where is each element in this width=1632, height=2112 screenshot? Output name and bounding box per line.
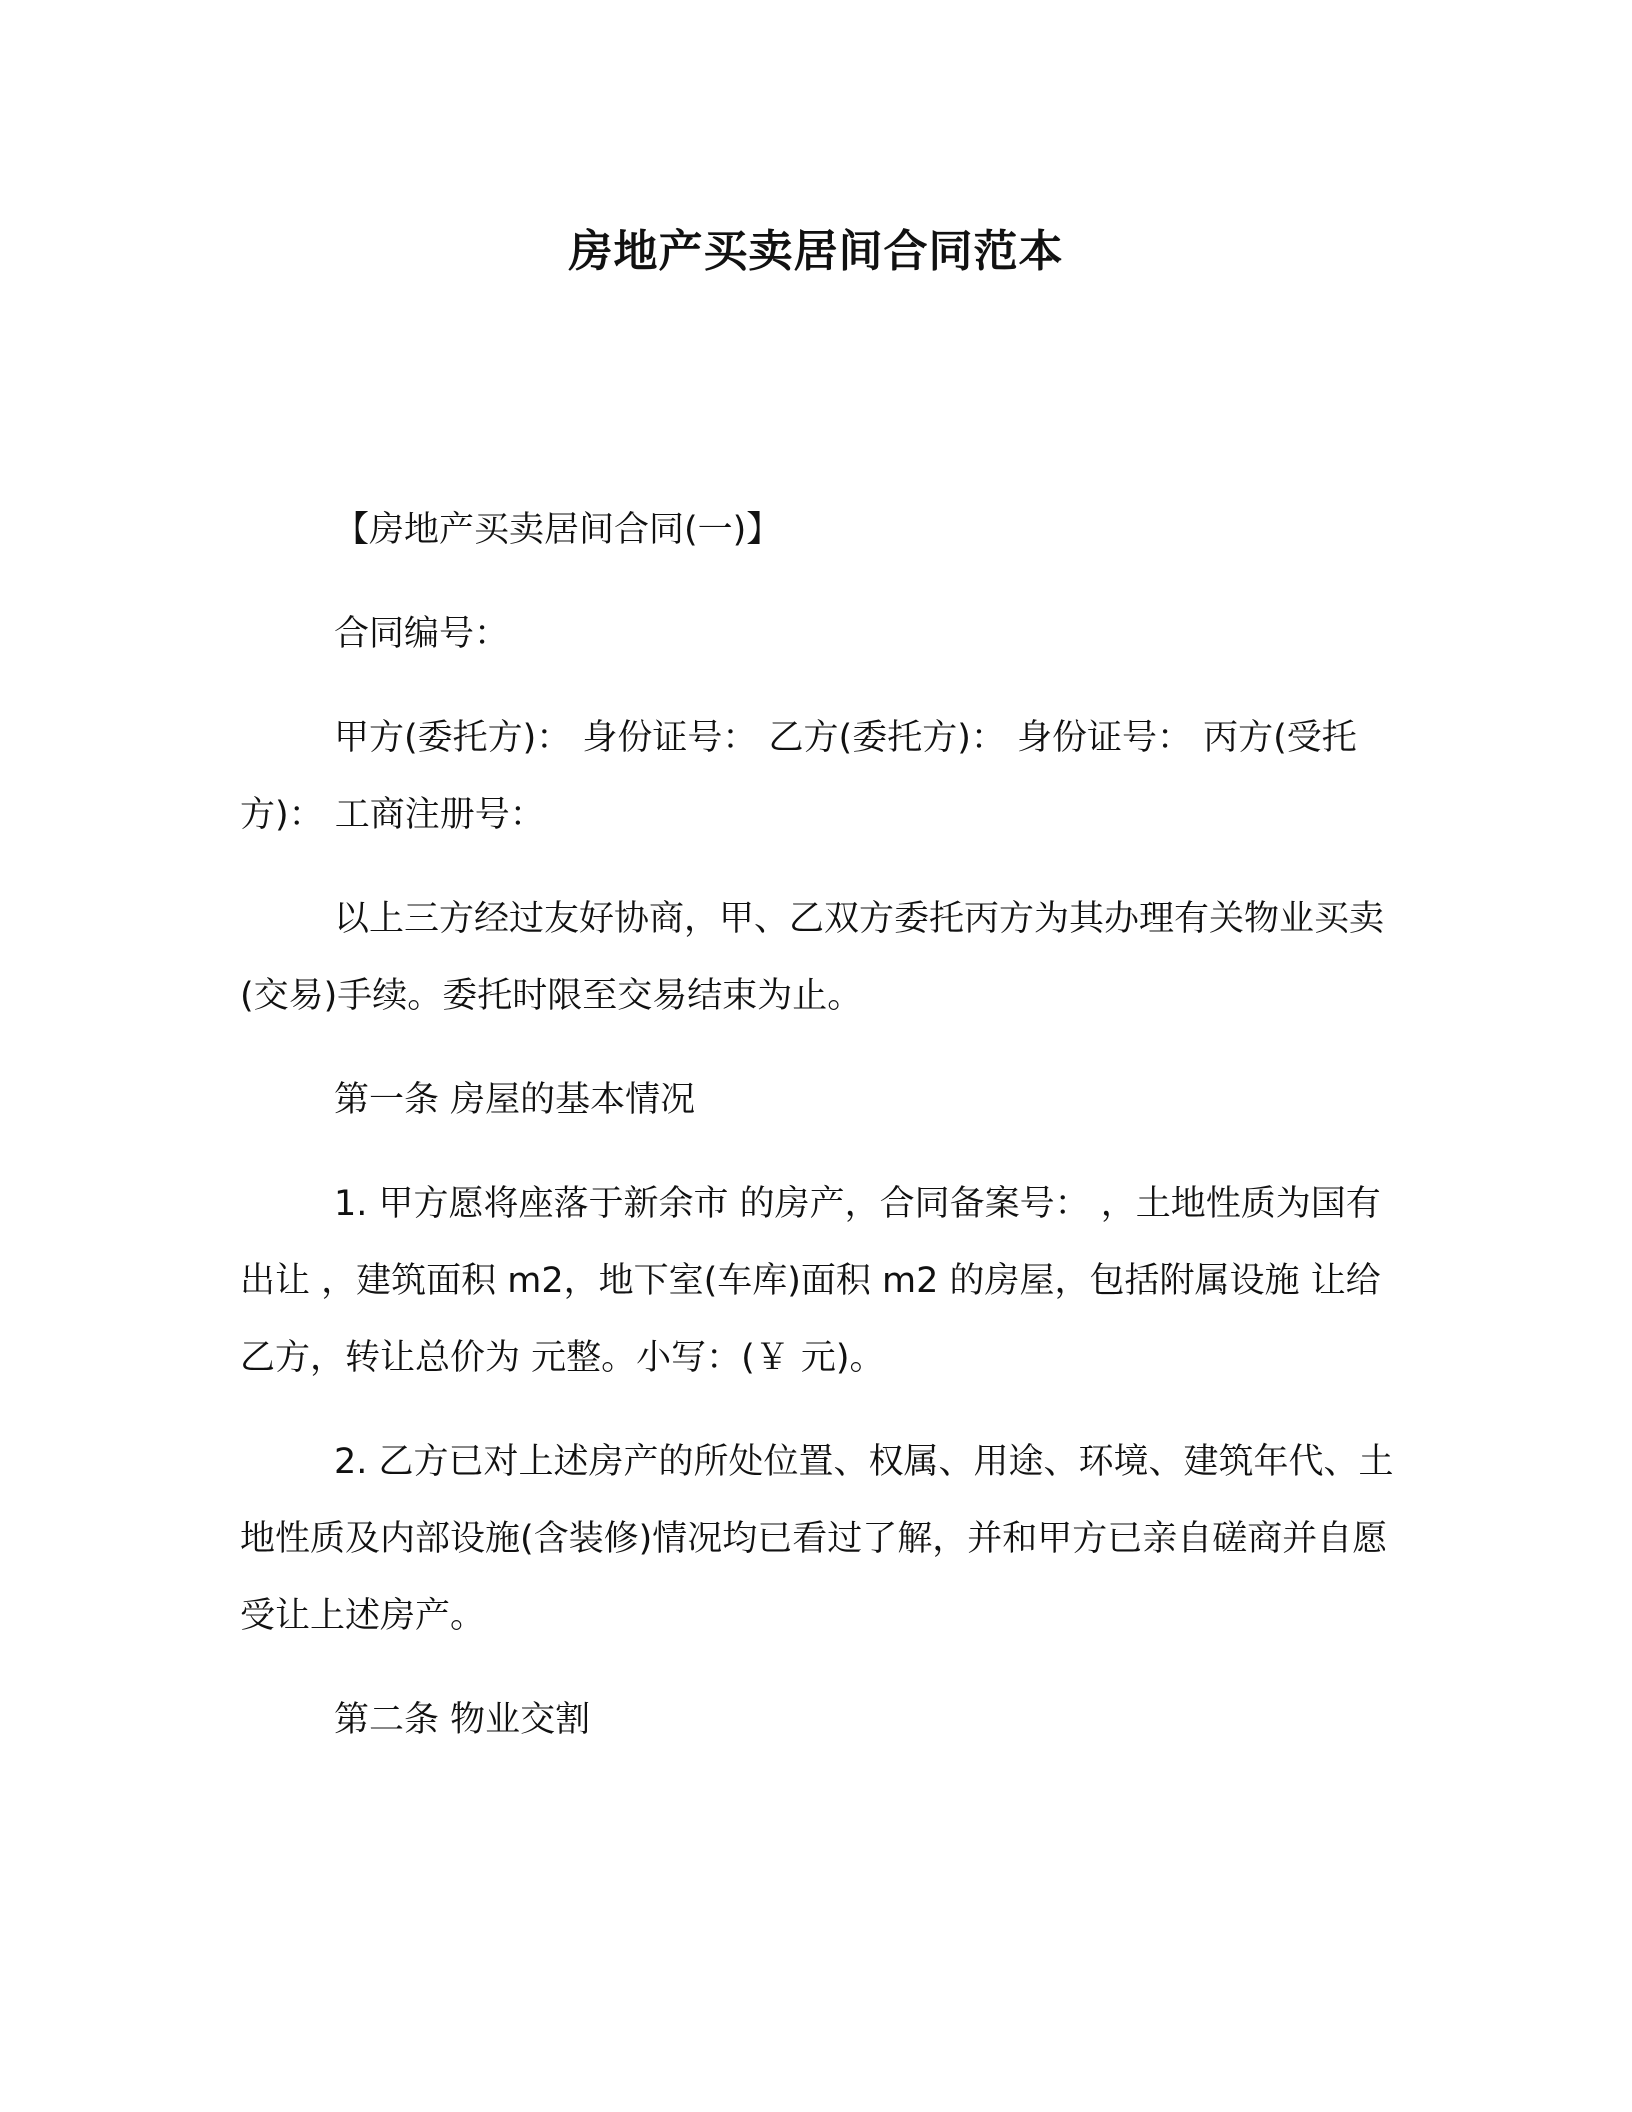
parties-line: 甲方(委托方)： 身份证号： 乙方(委托方)： 身份证号： 丙方(受托方)： 工商注册号： [240,718,1357,835]
document-body [240,492,1400,1786]
document-title: 房地产买卖居间合同范本 [568,226,1064,277]
article-one-clause-2: 2. 乙方已对上述房产的所处位置、权属、用途、环境、建筑年代、土地性质及内部设施(含装修)情况均已看过了解，并和甲方已亲自磋商并自愿受让上述房产。 [240,1442,1394,1636]
intro-paragraph: 以上三方经过友好协商，甲、乙双方委托丙方为其办理有关物业买卖(交易)手续。委托时限至交易结束为止。 [240,899,1385,1016]
contract-heading: 【房地产买卖居间合同(一)】 [334,510,782,550]
contract-number-line: 合同编号： [334,614,510,654]
article-one-clause-1: 1. 甲方愿将座落于新余市 的房产，合同备案号： ，土地性质为国有出让 ，建筑面积 m2，地下室(车库)面积 m2 的房屋，包括附属设施 让给乙方，转让总价为 元整。小写：(￥ 元)。 [240,1184,1381,1378]
article-two-heading: 第二条 物业交割 [334,1700,591,1740]
article-one-heading: 第一条 房屋的基本情况 [334,1080,696,1120]
